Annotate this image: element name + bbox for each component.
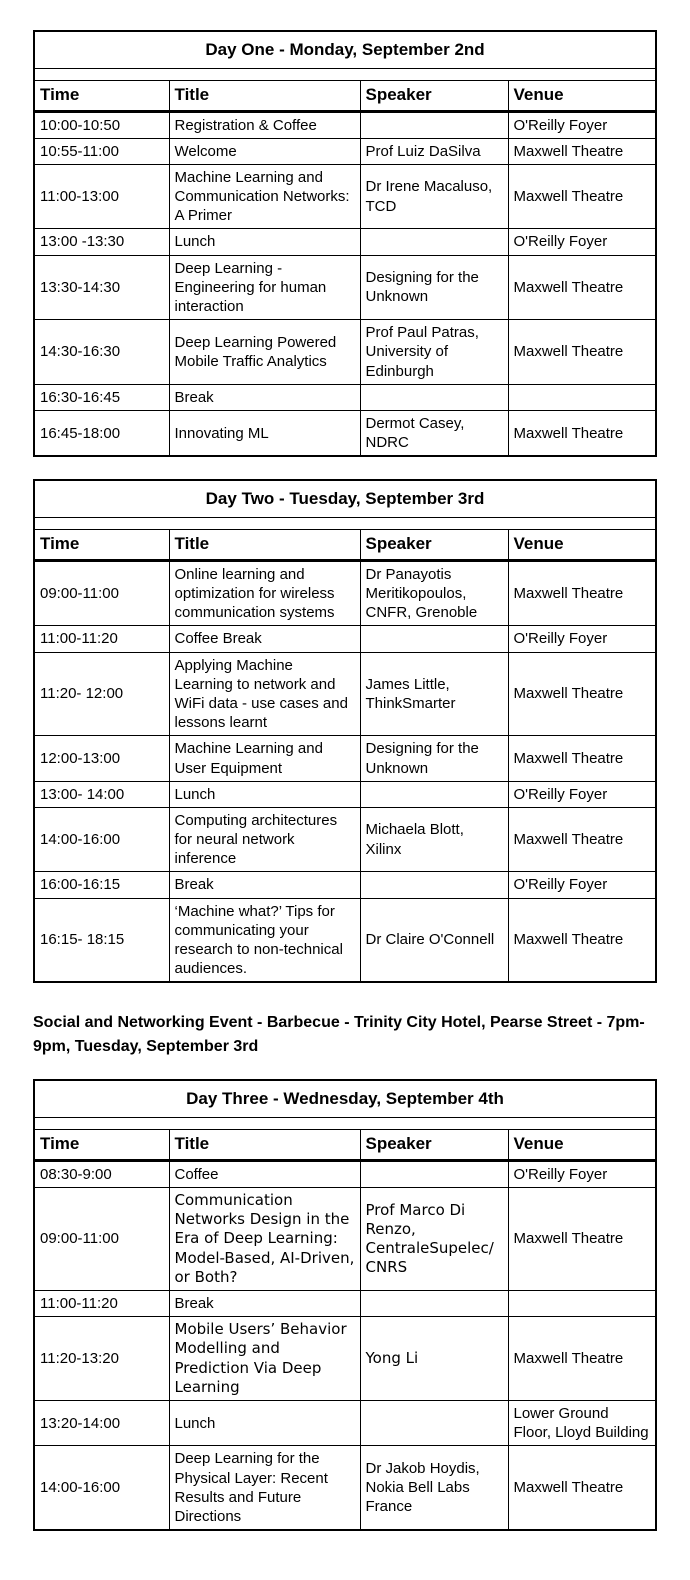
column-header-venue: Venue — [508, 1130, 656, 1161]
table-title-row — [34, 31, 656, 68]
speaker-cell: Dr Panayotis Meritikopoulos, CNFR, Grenoble — [360, 560, 508, 626]
venue-cell: Maxwell Theatre — [508, 1317, 656, 1401]
speaker-cell: Yong Li — [360, 1317, 508, 1401]
speaker-cell: James Little, ThinkSmarter — [360, 652, 508, 736]
venue-cell: Maxwell Theatre — [508, 1188, 656, 1291]
venue-cell: O'Reilly Foyer — [508, 781, 656, 807]
schedule-table-day-one — [33, 30, 657, 457]
title-cell: Registration & Coffee — [169, 111, 360, 138]
table-title-row — [34, 480, 656, 517]
speaker-cell: Prof Marco Di Renzo, CentraleSupelec/ CNRS — [360, 1188, 508, 1291]
time-cell: 08:30-9:00 — [34, 1160, 169, 1187]
venue-cell: Maxwell Theatre — [508, 255, 656, 320]
title-cell: ‘Machine what?’ Tips for communicating your research to non-technical audiences. — [169, 898, 360, 982]
venue-cell: Maxwell Theatre — [508, 138, 656, 164]
speaker-cell — [360, 872, 508, 898]
speaker-cell: Prof Luiz DaSilva — [360, 138, 508, 164]
speaker-cell — [360, 1400, 508, 1445]
table-row — [34, 898, 656, 982]
column-header-row — [34, 1130, 656, 1161]
table-row — [34, 164, 656, 229]
venue-cell: Maxwell Theatre — [508, 807, 656, 872]
speaker-cell: Dr Jakob Hoydis, Nokia Bell Labs France — [360, 1446, 508, 1530]
venue-cell: O'Reilly Foyer — [508, 626, 656, 652]
time-cell: 14:00-16:00 — [34, 807, 169, 872]
schedule-table-day-three — [33, 1079, 657, 1531]
title-cell: Deep Learning - Engineering for human interaction — [169, 255, 360, 320]
title-cell: Coffee — [169, 1160, 360, 1187]
column-header-venue: Venue — [508, 530, 656, 561]
column-header-venue: Venue — [508, 80, 656, 111]
table-row — [34, 652, 656, 736]
title-cell: Online learning and optimization for wireless communication systems — [169, 560, 360, 626]
speaker-cell: Prof Paul Patras, University of Edinburgh — [360, 320, 508, 385]
time-cell: 09:00-11:00 — [34, 560, 169, 626]
venue-cell: Maxwell Theatre — [508, 320, 656, 385]
title-cell: Break — [169, 384, 360, 410]
venue-cell: Maxwell Theatre — [508, 1446, 656, 1530]
venue-cell: Maxwell Theatre — [508, 164, 656, 229]
table-row — [34, 1446, 656, 1530]
time-cell: 16:30-16:45 — [34, 384, 169, 410]
social-event-note: Social and Networking Event - Barbecue - Trinity City Hotel, Pearse Street - 7pm-9pm, Tuesday, September 3rd — [33, 1014, 645, 1056]
time-cell: 10:00-10:50 — [34, 111, 169, 138]
spacer-row — [34, 68, 656, 80]
time-cell: 13:20-14:00 — [34, 1400, 169, 1445]
speaker-cell — [360, 229, 508, 255]
venue-cell: O'Reilly Foyer — [508, 1160, 656, 1187]
time-cell: 13:00- 14:00 — [34, 781, 169, 807]
schedule-table-day-two — [33, 479, 657, 983]
table-row — [34, 1291, 656, 1317]
title-cell: Deep Learning Powered Mobile Traffic Analytics — [169, 320, 360, 385]
venue-cell: O'Reilly Foyer — [508, 872, 656, 898]
time-cell: 11:00-13:00 — [34, 164, 169, 229]
title-cell: Applying Machine Learning to network and WiFi data - use cases and lessons learnt — [169, 652, 360, 736]
venue-cell — [508, 1291, 656, 1317]
time-cell: 10:55-11:00 — [34, 138, 169, 164]
title-cell: Break — [169, 1291, 360, 1317]
time-cell: 09:00-11:00 — [34, 1188, 169, 1291]
table-row — [34, 255, 656, 320]
title-cell: Lunch — [169, 781, 360, 807]
venue-cell: O'Reilly Foyer — [508, 111, 656, 138]
table-row — [34, 138, 656, 164]
table-row — [34, 872, 656, 898]
table-row — [34, 320, 656, 385]
column-header-title: Title — [169, 80, 360, 111]
time-cell: 13:00 -13:30 — [34, 229, 169, 255]
speaker-cell — [360, 781, 508, 807]
time-cell: 11:20-13:20 — [34, 1317, 169, 1401]
table-row — [34, 1400, 656, 1445]
day-one-title: Day One - Monday, September 2nd — [34, 31, 656, 68]
table-row — [34, 807, 656, 872]
column-header-time: Time — [34, 1130, 169, 1161]
time-cell: 16:00-16:15 — [34, 872, 169, 898]
venue-cell: Maxwell Theatre — [508, 652, 656, 736]
column-header-speaker: Speaker — [360, 80, 508, 111]
title-cell: Computing architectures for neural network inference — [169, 807, 360, 872]
title-cell: Mobile Users’ Behavior Modelling and Prediction Via Deep Learning — [169, 1317, 360, 1401]
speaker-cell: Dr Irene Macaluso, TCD — [360, 164, 508, 229]
time-cell: 14:30-16:30 — [34, 320, 169, 385]
title-cell: Communication Networks Design in the Era of Deep Learning: Model-Based, AI-Driven, or Both? — [169, 1188, 360, 1291]
title-cell: Coffee Break — [169, 626, 360, 652]
speaker-cell: Designing for the Unknown — [360, 736, 508, 781]
speaker-cell — [360, 384, 508, 410]
time-cell: 11:00-11:20 — [34, 626, 169, 652]
column-header-row — [34, 530, 656, 561]
speaker-cell — [360, 626, 508, 652]
table-row — [34, 781, 656, 807]
speaker-cell: Designing for the Unknown — [360, 255, 508, 320]
column-header-title: Title — [169, 530, 360, 561]
table-row — [34, 1188, 656, 1291]
title-cell: Lunch — [169, 229, 360, 255]
title-cell: Deep Learning for the Physical Layer: Recent Results and Future Directions — [169, 1446, 360, 1530]
speaker-cell — [360, 111, 508, 138]
title-cell: Lunch — [169, 1400, 360, 1445]
title-cell: Welcome — [169, 138, 360, 164]
column-header-title: Title — [169, 1130, 360, 1161]
spacer-row — [34, 1118, 656, 1130]
day-two-title: Day Two - Tuesday, September 3rd — [34, 480, 656, 517]
column-header-time: Time — [34, 530, 169, 561]
speaker-cell: Michaela Blott, Xilinx — [360, 807, 508, 872]
table-row — [34, 626, 656, 652]
title-cell: Machine Learning and User Equipment — [169, 736, 360, 781]
venue-cell: Maxwell Theatre — [508, 736, 656, 781]
time-cell: 11:20- 12:00 — [34, 652, 169, 736]
column-header-speaker: Speaker — [360, 1130, 508, 1161]
table-row — [34, 111, 656, 138]
speaker-cell: Dr Claire O'Connell — [360, 898, 508, 982]
time-cell: 13:30-14:30 — [34, 255, 169, 320]
table-row — [34, 384, 656, 410]
time-cell: 16:45-18:00 — [34, 410, 169, 456]
title-cell: Machine Learning and Communication Networks: A Primer — [169, 164, 360, 229]
time-cell: 16:15- 18:15 — [34, 898, 169, 982]
time-cell: 14:00-16:00 — [34, 1446, 169, 1530]
speaker-cell — [360, 1291, 508, 1317]
venue-cell: Lower Ground Floor, Lloyd Building — [508, 1400, 656, 1445]
table-row — [34, 1317, 656, 1401]
table-row — [34, 410, 656, 456]
table-row — [34, 229, 656, 255]
day-three-title: Day Three - Wednesday, September 4th — [34, 1080, 656, 1117]
spacer-row — [34, 518, 656, 530]
venue-cell — [508, 384, 656, 410]
column-header-row — [34, 80, 656, 111]
column-header-time: Time — [34, 80, 169, 111]
table-title-row — [34, 1080, 656, 1117]
venue-cell: Maxwell Theatre — [508, 560, 656, 626]
speaker-cell — [360, 1160, 508, 1187]
column-header-speaker: Speaker — [360, 530, 508, 561]
time-cell: 11:00-11:20 — [34, 1291, 169, 1317]
venue-cell: Maxwell Theatre — [508, 898, 656, 982]
table-row — [34, 1160, 656, 1187]
speaker-cell: Dermot Casey, NDRC — [360, 410, 508, 456]
title-cell: Innovating ML — [169, 410, 360, 456]
title-cell: Break — [169, 872, 360, 898]
venue-cell: Maxwell Theatre — [508, 410, 656, 456]
venue-cell: O'Reilly Foyer — [508, 229, 656, 255]
table-row — [34, 560, 656, 626]
time-cell: 12:00-13:00 — [34, 736, 169, 781]
table-row — [34, 736, 656, 781]
